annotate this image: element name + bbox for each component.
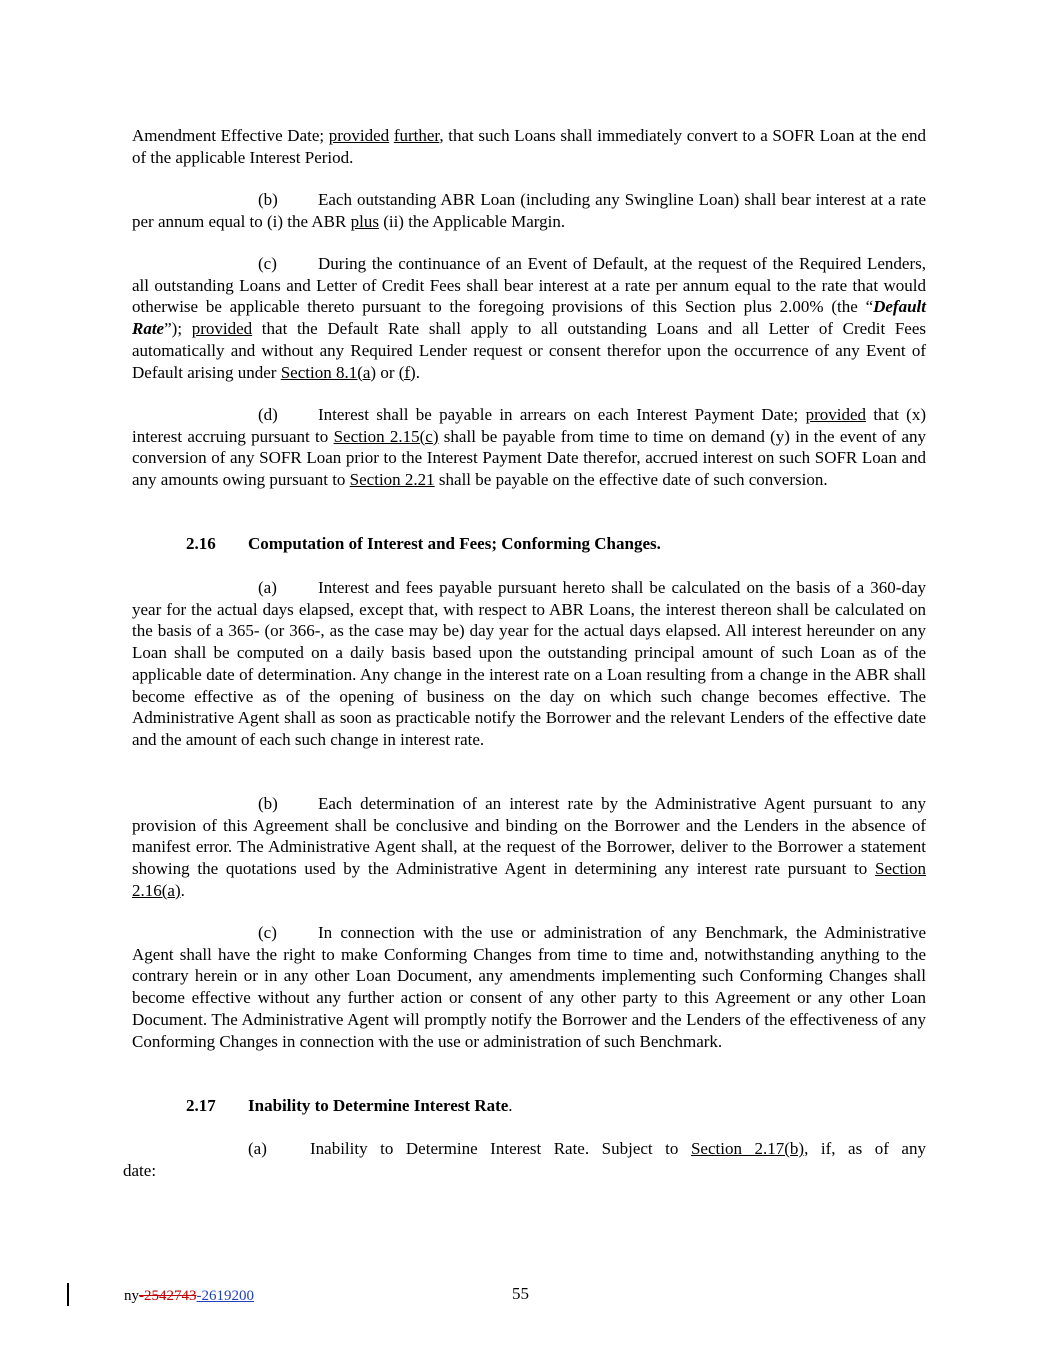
paragraph-2-15-c: (c) During the continuance of an Event of Default, at the request of the Required Lenders, all outstanding Loans and Letter of Credit Fees shall bear interest at a rate per annum equal to the rate that would otherwise be applicable thereto pursuant to the foregoing provisions of this Section plus 2.00% (the “Default Rate”); provided that the Default Rate shall apply to all outstanding Loans and all Letter of Credit Fees automatically and without any Required Lender request or consent therefor upon the occurrence of any Event of Default arising under Section 8.1(a) or (f). [132,254,926,382]
paragraph-label: (b) [258,794,278,813]
paragraph-continuation: Amendment Effective Date; provided further, that such Loans shall immediately convert to a SOFR Loan at the end of the applicable Interest Period. [132,126,926,167]
defined-term-default-rate: Default Rate [132,297,926,339]
paragraph-label: (c) [258,254,277,273]
document-id: ny-2542743-2619200 [124,1288,254,1304]
paragraph-2-15-d: (d) Interest shall be payable in arrears on each Interest Payment Date; provided that (x) interest accruing pursuant to Section 2.15(c) shall be payable from time to time on demand (y) in the event of any conversion of any SOFR Loan prior to the Interest Payment Date therefor, accrued interest on such SOFR Loan and any amounts owing pursuant to Section 2.21 shall be payable on the effective date of such conversion. [132,405,927,490]
paragraph-label: (b) [258,190,278,209]
inserted-doc-number: -2619200 [196,1288,254,1304]
paragraph-label: (c) [258,923,277,942]
section-heading-2-17: 2.17 Inability to Determine Interest Rate. [186,1096,513,1115]
section-heading-2-16 [186,534,661,554]
deleted-doc-number: -2542743 [139,1288,197,1304]
section-reference: Section 2.21 [349,470,435,490]
paragraph-label: (a) [248,1139,267,1158]
section-reference: Section 2.17(b) [690,1139,805,1158]
provided-term: provided [328,126,390,145]
section-title: Inability to Determine Interest Rate [248,1096,509,1115]
paragraph-2-15-b: (b) Each outstanding ABR Loan (including any Swingline Loan) shall bear interest at a rate per annum equal to (i) the ABR plus (ii) the Applicable Margin. [132,190,926,231]
page-number: 55 [512,1284,529,1303]
provided-term: provided [805,405,866,424]
further-term: further [393,126,440,145]
paragraph-2-16-b: (b) Each determination of an interest rate by the Administrative Agent pursuant to any provision of this Agreement shall be conclusive and binding on the Borrower and the Lenders in the absence of manifest error. The Administrative Agent shall, at the request of the Borrower, deliver to the Borrower a statement showing the quotations used by the Administrative Agent in determining any interest rate pursuant to Section 2.16(a). [132,794,926,900]
section-reference: Section 2.16(a) [132,859,926,900]
section-number: 2.16 [186,534,216,553]
change-bar [67,1283,69,1306]
paragraph-label: (a) [258,578,277,597]
section-reference: (f) [398,362,416,382]
section-reference: Section 2.15(c) [333,426,439,446]
paragraph-2-16-a: (a) Interest and fees payable pursuant hereto shall be calculated on the basis of a 360-day year for the actual days elapsed, except that, with respect to ABR Loans, the interest thereon shall be calculated on the basis of a 365- (or 366-, as the case may be) day year for the actual days elapsed. All interest hereunder on any Loan shall be computed on a daily basis based upon the outstanding principal amount of such Loan as of the applicable date of determination. Any change in the interest rate on a Loan resulting from a change in the ABR shall become effective as of the opening of business on the day on which such change becomes effective. The Administrative Agent shall as soon as practicable notify the Borrower and the relevant Lenders of the effective date and the amount of each such change in interest rate. [132,578,926,749]
paragraph-2-16-c: (c) In connection with the use or administration of any Benchmark, the Administrative Agent shall have the right to make Conforming Changes from time to time and, notwithstanding anything to the contrary herein or in any other Loan Document, any amendments implementing such Conforming Changes shall become effective without any further action or consent of any other party to this Agreement or any other Loan Document. The Administrative Agent will promptly notify the Borrower and the Lenders of the effectiveness of any Conforming Changes in connection with the use or administration of such Benchmark. [132,923,926,1051]
paragraph-label: (d) [258,405,278,424]
plus-term: plus [350,211,379,231]
section-reference: Section 8.1(a) [280,362,377,382]
paragraph-2-17-a-continuation: date: [123,1161,157,1180]
paragraph-2-17-a: (a) Inability to Determine Interest Rate. Subject to Section 2.17(b), if, as of any [248,1139,926,1158]
provided-term: provided [191,319,253,339]
section-title: Computation of Interest and Fees; Conforming Changes. [248,534,661,553]
section-number: 2.17 [186,1096,216,1115]
